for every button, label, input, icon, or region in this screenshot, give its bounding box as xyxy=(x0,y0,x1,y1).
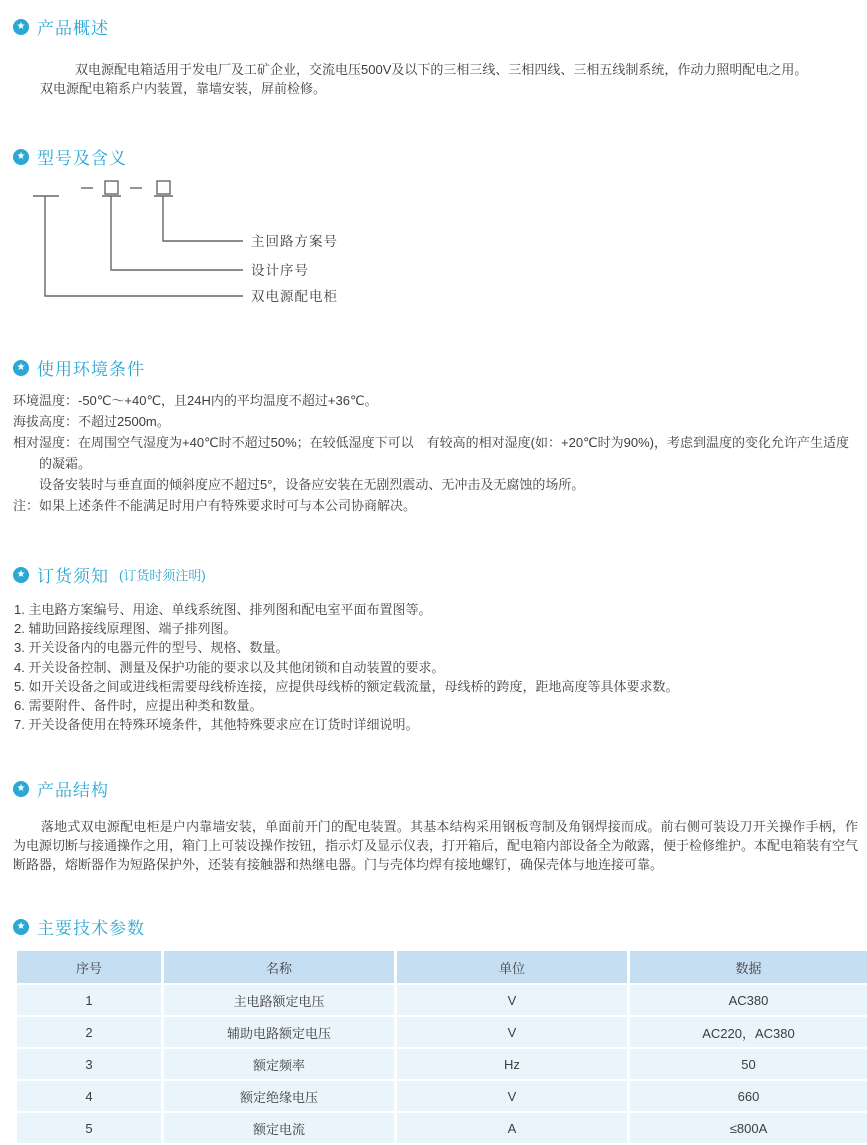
section-model-heading xyxy=(0,144,867,169)
ordering-item: 4. 开关设备控制、测量及保护功能的要求以及其他闭锁和自动装置的要求。 xyxy=(14,659,445,675)
col-header-name: 名称 xyxy=(164,951,397,985)
ordering-item: 7. 开关设备使用在特殊环境条件，其他特殊要求应在订货时详细说明。 xyxy=(14,717,419,733)
table-cell: 660 xyxy=(630,1081,867,1113)
model-box-1 xyxy=(105,181,118,194)
col-header-unit: 单位 xyxy=(397,951,630,985)
table-cell: 额定绝缘电压 xyxy=(164,1081,397,1113)
star-glyph: ★ xyxy=(16,782,26,794)
table-cell: A xyxy=(397,1113,630,1145)
section-structure-title: 产品结构 xyxy=(37,781,109,801)
overview-line-1: 双电源配电箱适用于发电厂及工矿企业，交流电压500V及以下的三相三线、三相四线、三相五线制系统，作动力照明配电之用。 xyxy=(75,62,808,77)
section-ordering xyxy=(0,562,867,734)
section-parameters-heading xyxy=(0,914,867,939)
star-glyph: ★ xyxy=(16,361,26,373)
table-row xyxy=(17,1017,867,1049)
section-star-icon xyxy=(13,919,29,935)
table-cell: 辅助电路额定电压 xyxy=(164,1017,397,1049)
section-environment-heading xyxy=(0,355,867,380)
section-structure-heading xyxy=(0,776,867,801)
connector-main-circuit xyxy=(163,196,243,241)
table-cell: 50 xyxy=(630,1049,867,1081)
section-overview-heading xyxy=(0,14,867,39)
overview-paragraph xyxy=(40,60,855,98)
table-cell: V xyxy=(397,1017,630,1049)
col-header-index: 序号 xyxy=(17,951,164,985)
ordering-item: 2. 辅助回路接线原理图、端子排列图。 xyxy=(14,621,237,637)
connector-design-serial xyxy=(111,196,243,270)
connector-cabinet xyxy=(45,196,243,296)
table-cell: 额定电流 xyxy=(164,1113,397,1145)
section-overview xyxy=(0,0,867,98)
table-row xyxy=(17,1081,867,1113)
table-cell: V xyxy=(397,985,630,1017)
section-ordering-heading xyxy=(0,562,867,587)
section-ordering-title: 订货须知 xyxy=(37,567,109,586)
ordering-item: 6. 需要附件、备件时，应提出种类和数量。 xyxy=(14,698,263,714)
env-line-note: 注：如果上述条件不能满足时用户有特殊要求时可与本公司协商解决。 xyxy=(13,498,417,513)
table-cell: 2 xyxy=(17,1017,164,1049)
table-cell: 主电路额定电压 xyxy=(164,985,397,1017)
table-cell: ≤800A xyxy=(630,1113,867,1145)
table-cell: 3 xyxy=(17,1049,164,1081)
env-line-humidity: 相对湿度：在周围空气湿度为+40℃时不超过50%；在较低湿度下可以 有较高的相对湿度(如：+20℃时为90%)，考虑到温度的变化允许产生适度的凝霜。 xyxy=(13,435,849,471)
section-parameters-title: 主要技术参数 xyxy=(37,919,145,939)
ordering-item: 1. 主电路方案编号、用途、单线系统图、排列图和配电室平面布置图等。 xyxy=(14,602,432,617)
table-cell: V xyxy=(397,1081,630,1113)
star-glyph: ★ xyxy=(16,568,26,580)
section-environment xyxy=(0,355,867,516)
section-overview-title: 产品概述 xyxy=(37,19,109,38)
star-glyph: ★ xyxy=(16,150,26,162)
env-line-temperature: 环境温度：-50℃～+40℃，且24H内的平均温度不超过+36℃。 xyxy=(13,393,378,408)
section-environment-title: 使用环境条件 xyxy=(37,360,145,379)
section-star-icon xyxy=(13,19,29,35)
structure-paragraph: 落地式双电源配电柜是户内靠墙安装，单面前开门的配电装置。其基本结构采用钢板弯制及角钢焊接而成。前右侧可装设刀开关操作手柄，作为电源切断与接通操作之用，箱门上可装设操作按钮，指示灯及显示仪表，打开箱后，配电箱内部设备全为敞露，便于检修维护。本配电箱装有空气断路器，熔断器作为短路保护外，还装有接触器和热继电器。门与壳体均焊有接地螺钉，确保壳体与地连接可靠。 xyxy=(13,819,859,872)
env-line-altitude: 海拔高度：不超过2500m。 xyxy=(13,414,170,429)
table-cell: 4 xyxy=(17,1081,164,1113)
label-dual-power-cabinet: 双电源配电柜 xyxy=(251,289,338,304)
section-star-icon xyxy=(13,567,29,583)
label-design-serial: 设计序号 xyxy=(251,263,309,278)
section-ordering-subtitle: (订货时须注明) xyxy=(119,568,206,583)
section-parameters xyxy=(0,914,867,1145)
star-glyph: ★ xyxy=(16,920,26,932)
table-cell: AC380 xyxy=(630,985,867,1017)
col-header-data: 数据 xyxy=(630,951,867,985)
ordering-item: 3. 开关设备内的电器元件的型号、规格、数量。 xyxy=(14,640,289,656)
model-designation-diagram xyxy=(13,175,383,311)
environment-conditions xyxy=(13,390,861,516)
ordering-item: 5. 如开关设备之间或进线柜需要母线桥连接，应提供母线桥的额定载流量，母线桥的跨度，距地高度等具体要求数。 xyxy=(14,678,679,694)
section-star-icon xyxy=(13,781,29,797)
section-star-icon xyxy=(13,360,29,376)
env-line-installation: 设备安装时与垂直面的倾斜度应不超过5°，设备应安装在无剧烈震动、无冲击及无腐蚀的场所。 xyxy=(39,477,585,492)
parameters-table xyxy=(17,951,867,1145)
section-structure xyxy=(0,776,867,874)
table-cell: 5 xyxy=(17,1113,164,1145)
label-main-circuit-scheme: 主回路方案号 xyxy=(251,234,338,249)
table-row xyxy=(17,1113,867,1145)
section-model xyxy=(0,144,867,311)
table-cell: 1 xyxy=(17,985,164,1017)
section-star-icon xyxy=(13,149,29,165)
section-model-title: 型号及含义 xyxy=(37,149,127,168)
star-glyph: ★ xyxy=(16,20,26,32)
overview-line-2: 双电源配电箱系户内装置，靠墙安装，屏前检修。 xyxy=(40,81,327,96)
table-cell: AC220，AC380 xyxy=(630,1017,867,1049)
table-cell: Hz xyxy=(397,1049,630,1081)
ordering-list xyxy=(14,600,857,734)
table-row xyxy=(17,1049,867,1081)
table-cell: 额定频率 xyxy=(164,1049,397,1081)
table-row xyxy=(17,985,867,1017)
table-header-row xyxy=(17,951,867,985)
model-box-2 xyxy=(157,181,170,194)
